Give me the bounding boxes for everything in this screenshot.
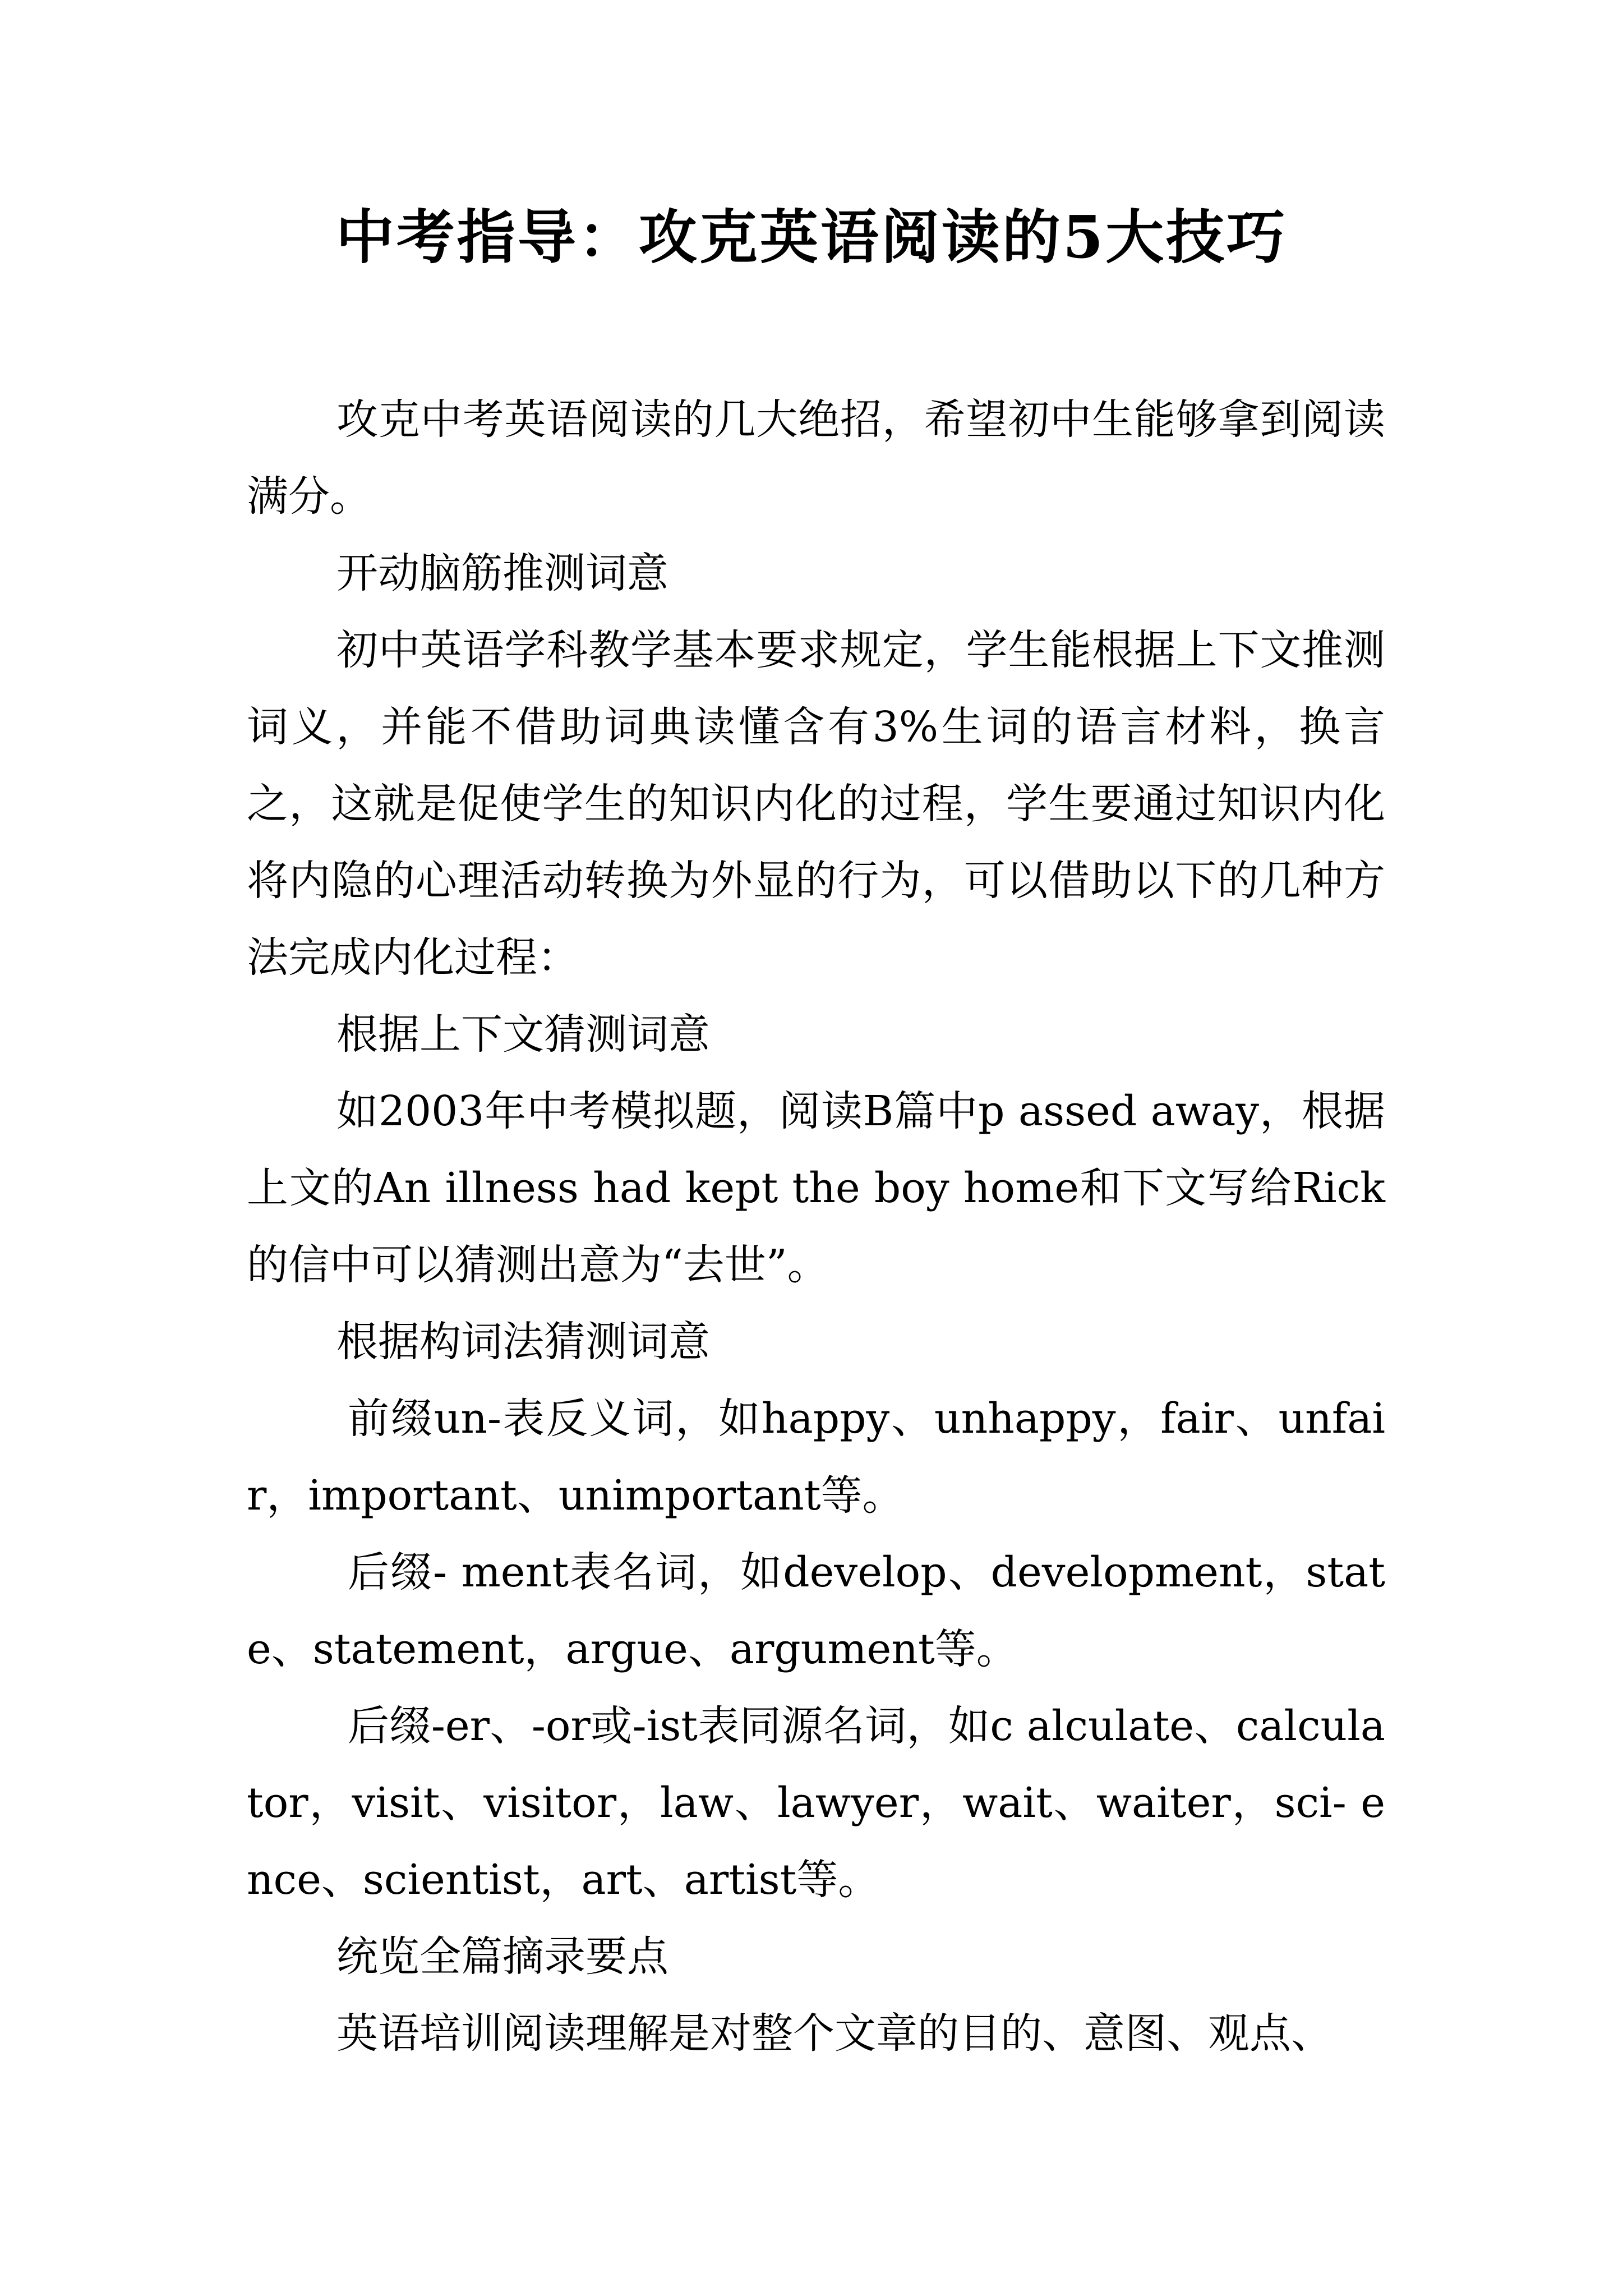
document-title: 中考指导：攻克英语阅读的5大技巧 bbox=[335, 203, 1288, 272]
subheading-word-formation-guess: 根据构词法猜测词意 bbox=[336, 1318, 710, 1366]
section-heading-guess-word-meaning: 开动脑筋推测词意 bbox=[336, 549, 668, 597]
document-body bbox=[247, 381, 1385, 2072]
paragraph-intro: 攻克中考英语阅读的几大绝招，希望初中生能够拿到阅读满分。 bbox=[247, 395, 1385, 521]
subheading-context-guess: 根据上下文猜测词意 bbox=[336, 1010, 710, 1059]
paragraph-reading-comprehension: 英语培训阅读理解是对整个文章的目的、意图、观点、 bbox=[336, 2009, 1332, 2058]
paragraph-suffix-ment: 后缀- ment表名词，如develop、development，state、statement，argue、argument等。 bbox=[247, 1548, 1385, 1673]
paragraph-prefix-un: 前缀un-表反义词，如happy、unhappy，fair、unfair，important、unimportant等。 bbox=[247, 1395, 1385, 1520]
section-heading-overview: 统览全篇摘录要点 bbox=[336, 1932, 668, 1981]
paragraph-context-example: 如2003年中考模拟题，阅读B篇中p assed away，根据上文的An illness had kept the boy home和下文写给Rick的信中可以猜测出意为“去世”。 bbox=[247, 1087, 1385, 1289]
paragraph-suffix-er-or-ist: 后缀-er、-or或-ist表同源名词，如c alculate、calculator，visit、visitor，law、lawyer，wait、waiter，sci- ence、scientist，art、artist等。 bbox=[247, 1702, 1385, 1904]
paragraph-requirements: 初中英语学科教学基本要求规定，学生能根据上下文推测词义，并能不借助词典读懂含有3%生词的语言材料，换言之，这就是促使学生的知识内化的过程，学生要通过知识内化将内隐的心理活动转换为外显的行为，可以借助以下的几种方法完成内化过程： bbox=[247, 626, 1385, 982]
